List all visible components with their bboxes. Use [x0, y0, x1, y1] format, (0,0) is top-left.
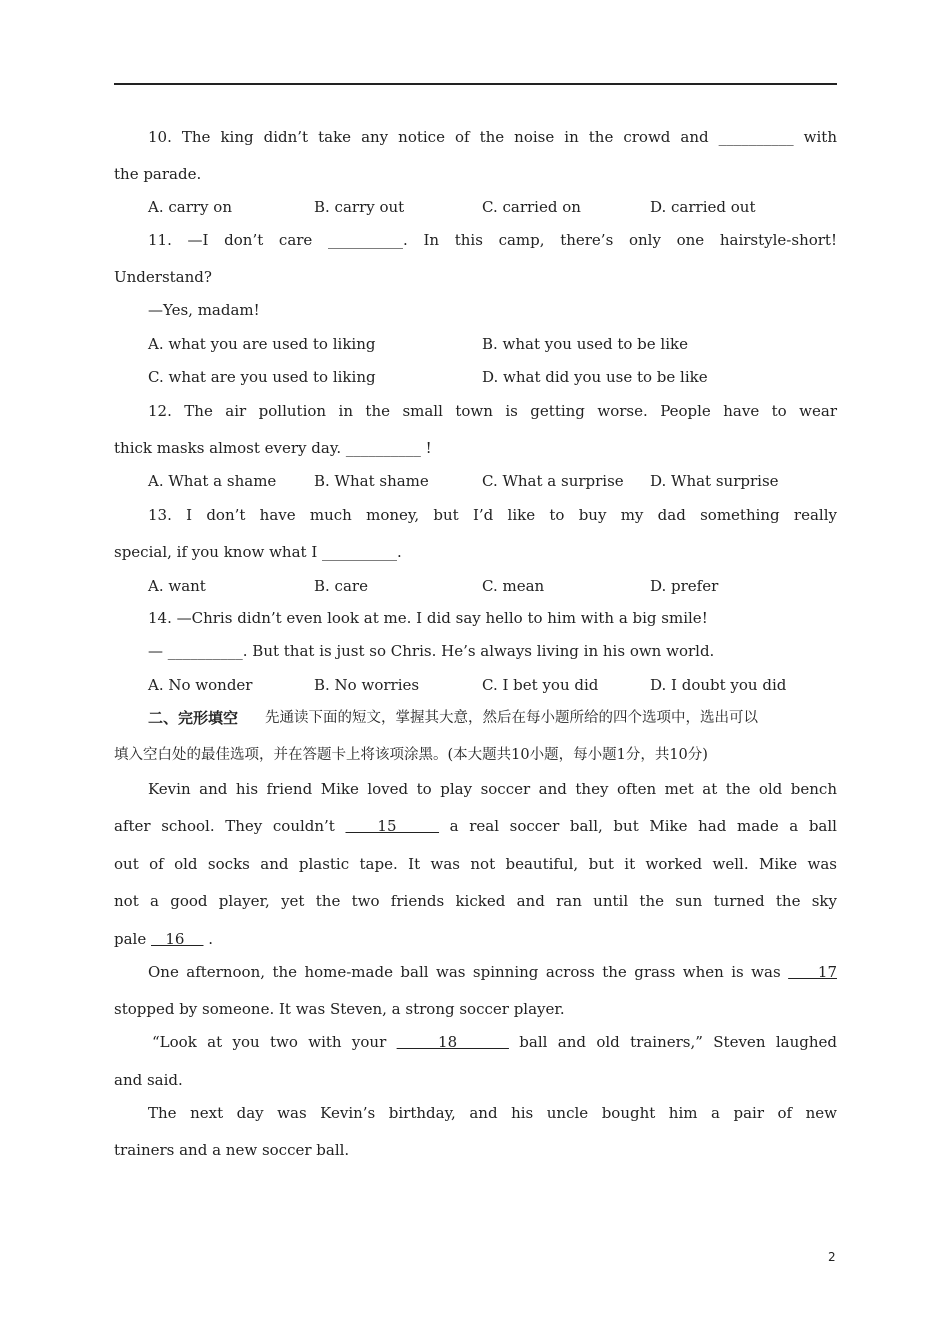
q13-option-c: C. mean — [482, 577, 545, 595]
passage-p2-line2: stopped by someone. It was Steven, a strong soccer player. — [114, 1000, 565, 1018]
q13-line1: 13. I don’t have much money, but I’d like to buy my dad something really — [148, 506, 837, 524]
passage-p1-line4: not a good player, yet the two friends kicked and ran until the sun turned the sky — [114, 892, 837, 910]
q12-line2: thick masks almost every day. __________ ! — [114, 439, 432, 457]
blank-18: 18 — [396, 1033, 509, 1051]
passage-p3-line2: and said. — [114, 1071, 183, 1089]
q12-option-b: B. What shame — [314, 472, 429, 490]
passage-text: One afternoon, the home-made ball was spinning across the grass when is was — [148, 963, 781, 981]
q13-option-d: D. prefer — [650, 577, 719, 595]
passage-text: “Look at you two with your — [152, 1033, 387, 1051]
q13-option-b: B. care — [314, 577, 368, 595]
q10-line1: 10. The king didn’t take any notice of the noise in the crowd and __________ with — [148, 128, 837, 146]
passage-p4-line1: The next day was Kevin’s birthday, and his uncle bought him a pair of new — [148, 1104, 837, 1122]
passage-text: . — [208, 930, 214, 948]
blank-17: 17 — [788, 963, 837, 981]
q11-option-a: A. what you are used to liking — [148, 335, 376, 353]
q14-line2: — __________. But that is just so Chris. He’s always living in his own world. — [148, 642, 715, 660]
q12-option-d: D. What surprise — [650, 472, 779, 490]
q12-line1: 12. The air pollution in the small town is getting worse. People have to wear — [148, 402, 837, 420]
passage-text: a real soccer ball, but Mike had made a ball — [449, 817, 837, 835]
section-instructions-line1: 先通读下面的短文，掌握其大意，然后在每小题所给的四个选项中，选出可以 — [265, 710, 758, 726]
q10-option-c: C. carried on — [482, 198, 581, 216]
page-number: 2 — [828, 1250, 836, 1264]
q10-option-b: B. carry out — [314, 198, 405, 216]
passage-p1-line2 — [114, 817, 837, 835]
passage-p1-line3: out of old socks and plastic tape. It was not beautiful, but it worked well. Mike was — [114, 855, 837, 873]
passage-p2-line1 — [148, 963, 837, 981]
q13-option-a: A. want — [148, 577, 206, 595]
header-rule — [114, 83, 837, 85]
q14-option-b: B. No worries — [314, 676, 420, 694]
passage-p4-line2: trainers and a new soccer ball. — [114, 1141, 350, 1159]
q11-option-c: C. what are you used to liking — [148, 368, 376, 386]
q14-option-a: A. No wonder — [148, 676, 253, 694]
q10-option-d: D. carried out — [650, 198, 756, 216]
q14-option-d: D. I doubt you did — [650, 676, 787, 694]
q11-line2: Understand? — [114, 268, 212, 286]
section-title: 二、完形填空 — [148, 709, 239, 727]
q12-option-a: A. What a shame — [148, 472, 277, 490]
section-instructions-line2: 填入空白处的最佳选项，并在答题卡上将该项涂黑。(本大题共10小题，每小题1分，共10分) — [114, 747, 708, 763]
blank-15: 15 — [345, 817, 440, 835]
passage-text: ball and old trainers,” Steven laughed — [519, 1033, 837, 1051]
q10-option-a: A. carry on — [148, 198, 232, 216]
passage-text: pale — [114, 930, 147, 948]
q11-line3: —Yes, madam! — [148, 301, 260, 319]
q11-option-d: D. what did you use to be like — [482, 368, 708, 386]
q13-line2: special, if you know what I __________. — [114, 543, 402, 561]
passage-p1-line5 — [114, 930, 213, 948]
passage-p3-line1 — [152, 1033, 837, 1051]
q12-option-c: C. What a surprise — [482, 472, 624, 490]
blank-16: 16 — [151, 930, 204, 948]
passage-p1-line1: Kevin and his friend Mike loved to play soccer and they often met at the old bench — [148, 780, 837, 798]
q10-line2: the parade. — [114, 165, 202, 183]
q11-option-b: B. what you used to be like — [482, 335, 688, 353]
passage-text: after school. They couldn’t — [114, 817, 335, 835]
q14-option-c: C. I bet you did — [482, 676, 599, 694]
q11-line1: 11. —I don’t care __________. In this camp, there’s only one hairstyle-short! — [148, 231, 837, 249]
q14-line1: 14. —Chris didn’t even look at me. I did say hello to him with a big smile! — [148, 609, 708, 627]
